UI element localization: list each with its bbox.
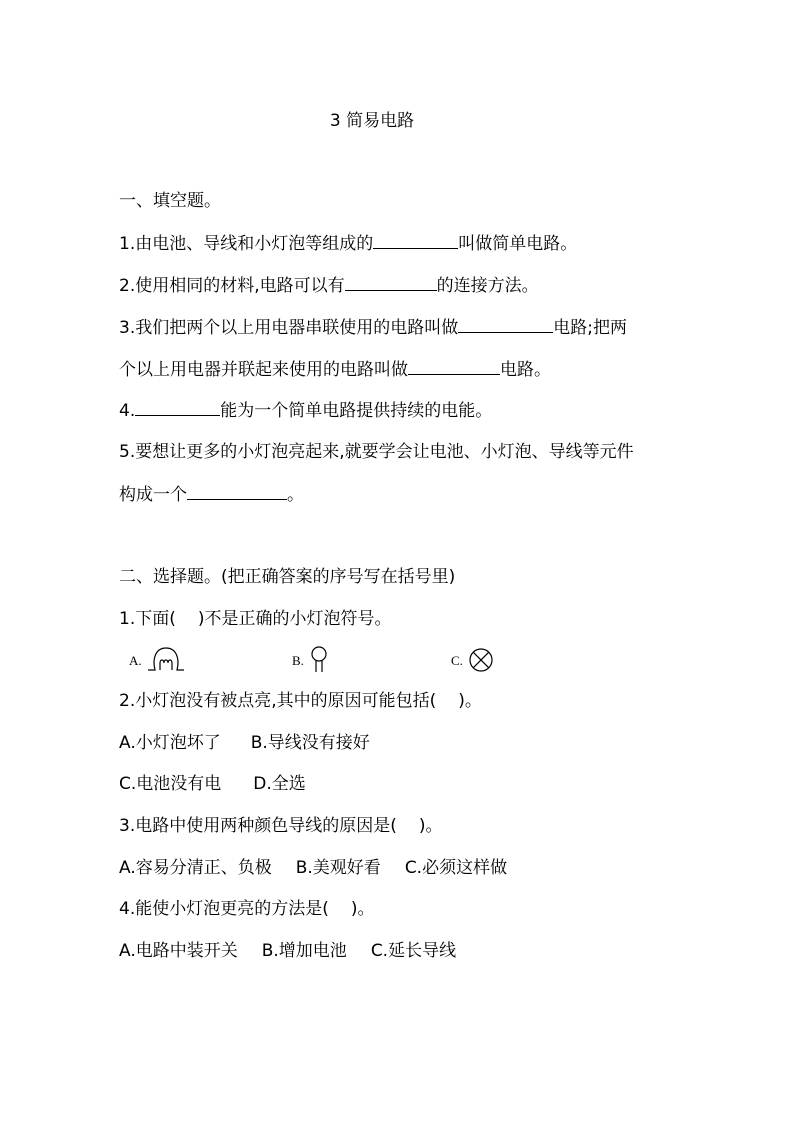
cq2-options-row2 xyxy=(119,773,306,795)
answer-blank[interactable] xyxy=(373,232,458,249)
option-c[interactable]: C.必须这样做 xyxy=(404,858,508,878)
choice-question-2 xyxy=(119,690,482,712)
cq4-options-row xyxy=(119,940,456,962)
option-a[interactable]: A.容易分清正、负极 xyxy=(119,858,272,878)
q4-text-before: 4. xyxy=(119,401,136,421)
lamp-symbol-b-icon xyxy=(308,644,330,674)
option-a[interactable]: A.电路中装开关 xyxy=(119,941,238,961)
fill-question-5-line2 xyxy=(119,483,304,506)
lamp-symbol-c-icon xyxy=(467,646,495,674)
q4-text-after: 能为一个简单电路提供持续的电能。 xyxy=(220,401,493,421)
option-d[interactable]: D.全选 xyxy=(253,774,306,794)
q1-text-after: 叫做简单电路。 xyxy=(458,234,578,254)
answer-blank[interactable] xyxy=(135,399,220,416)
fill-question-4 xyxy=(119,399,492,422)
fill-question-2 xyxy=(119,274,539,297)
answer-blank[interactable] xyxy=(408,358,500,375)
q2-text-before: 2.使用相同的材料,电路可以有 xyxy=(119,276,345,296)
symbol-option-b-label: B. xyxy=(292,653,304,668)
section1-heading: 一、填空题。 xyxy=(119,191,221,211)
lamp-symbol-a-icon xyxy=(146,644,186,674)
answer-blank[interactable] xyxy=(458,316,553,333)
q3-text-before: 3.我们把两个以上用电器串联使用的电路叫做 xyxy=(119,318,459,338)
option-b[interactable]: B.美观好看 xyxy=(295,858,381,878)
cq3-options-row xyxy=(119,857,507,879)
q2-text-after: 的连接方法。 xyxy=(436,276,539,296)
choice-question-4 xyxy=(119,898,375,920)
choice-question-1 xyxy=(119,608,392,630)
fill-question-5-line1: 5.要想让更多的小灯泡亮起来,就要学会让电池、小灯泡、导线等元件 xyxy=(119,442,634,462)
q5-text-before: 构成一个 xyxy=(119,485,187,505)
cq1-text-before: 1.下面( xyxy=(119,609,176,629)
option-c[interactable]: C.延长导线 xyxy=(370,941,457,961)
cq4-text-before: 4.能使小灯泡更亮的方法是( xyxy=(119,899,329,919)
cq2-text-after: )。 xyxy=(458,691,482,711)
cq1-text-after: )不是正确的小灯泡符号。 xyxy=(197,609,392,629)
page-title: 3 简易电路 xyxy=(329,111,415,131)
cq3-text-after: )。 xyxy=(418,816,443,836)
answer-blank[interactable] xyxy=(345,274,437,291)
fill-question-3-line1 xyxy=(119,316,627,339)
q5-text-after: 。 xyxy=(287,485,304,505)
section2-heading: 二、选择题。(把正确答案的序号写在括号里) xyxy=(119,567,456,587)
option-b[interactable]: B.增加电池 xyxy=(261,941,347,961)
symbol-option-c-label: C. xyxy=(451,653,463,668)
cq2-options-row1 xyxy=(119,732,370,754)
answer-blank[interactable] xyxy=(187,483,287,500)
q3b-text-after: 电路。 xyxy=(500,360,551,380)
fill-question-3-line2 xyxy=(119,358,551,381)
option-c[interactable]: C.电池没有电 xyxy=(119,774,222,794)
cq4-text-after: )。 xyxy=(350,899,375,919)
q3-text-after: 电路;把两 xyxy=(553,318,627,338)
choice-question-3 xyxy=(119,815,443,837)
cq2-text-before: 2.小灯泡没有被点亮,其中的原因可能包括( xyxy=(119,691,437,711)
option-b[interactable]: B.导线没有接好 xyxy=(250,733,370,753)
option-a[interactable]: A.小灯泡坏了 xyxy=(119,733,221,753)
q3b-text-before: 个以上用电器并联起来使用的电路叫做 xyxy=(119,360,408,380)
q1-text-before: 1.由电池、导线和小灯泡等组成的 xyxy=(119,234,374,254)
cq3-text-before: 3.电路中使用两种颜色导线的原因是( xyxy=(119,816,397,836)
symbol-option-a-label: A. xyxy=(129,653,142,668)
fill-question-1 xyxy=(119,232,577,255)
